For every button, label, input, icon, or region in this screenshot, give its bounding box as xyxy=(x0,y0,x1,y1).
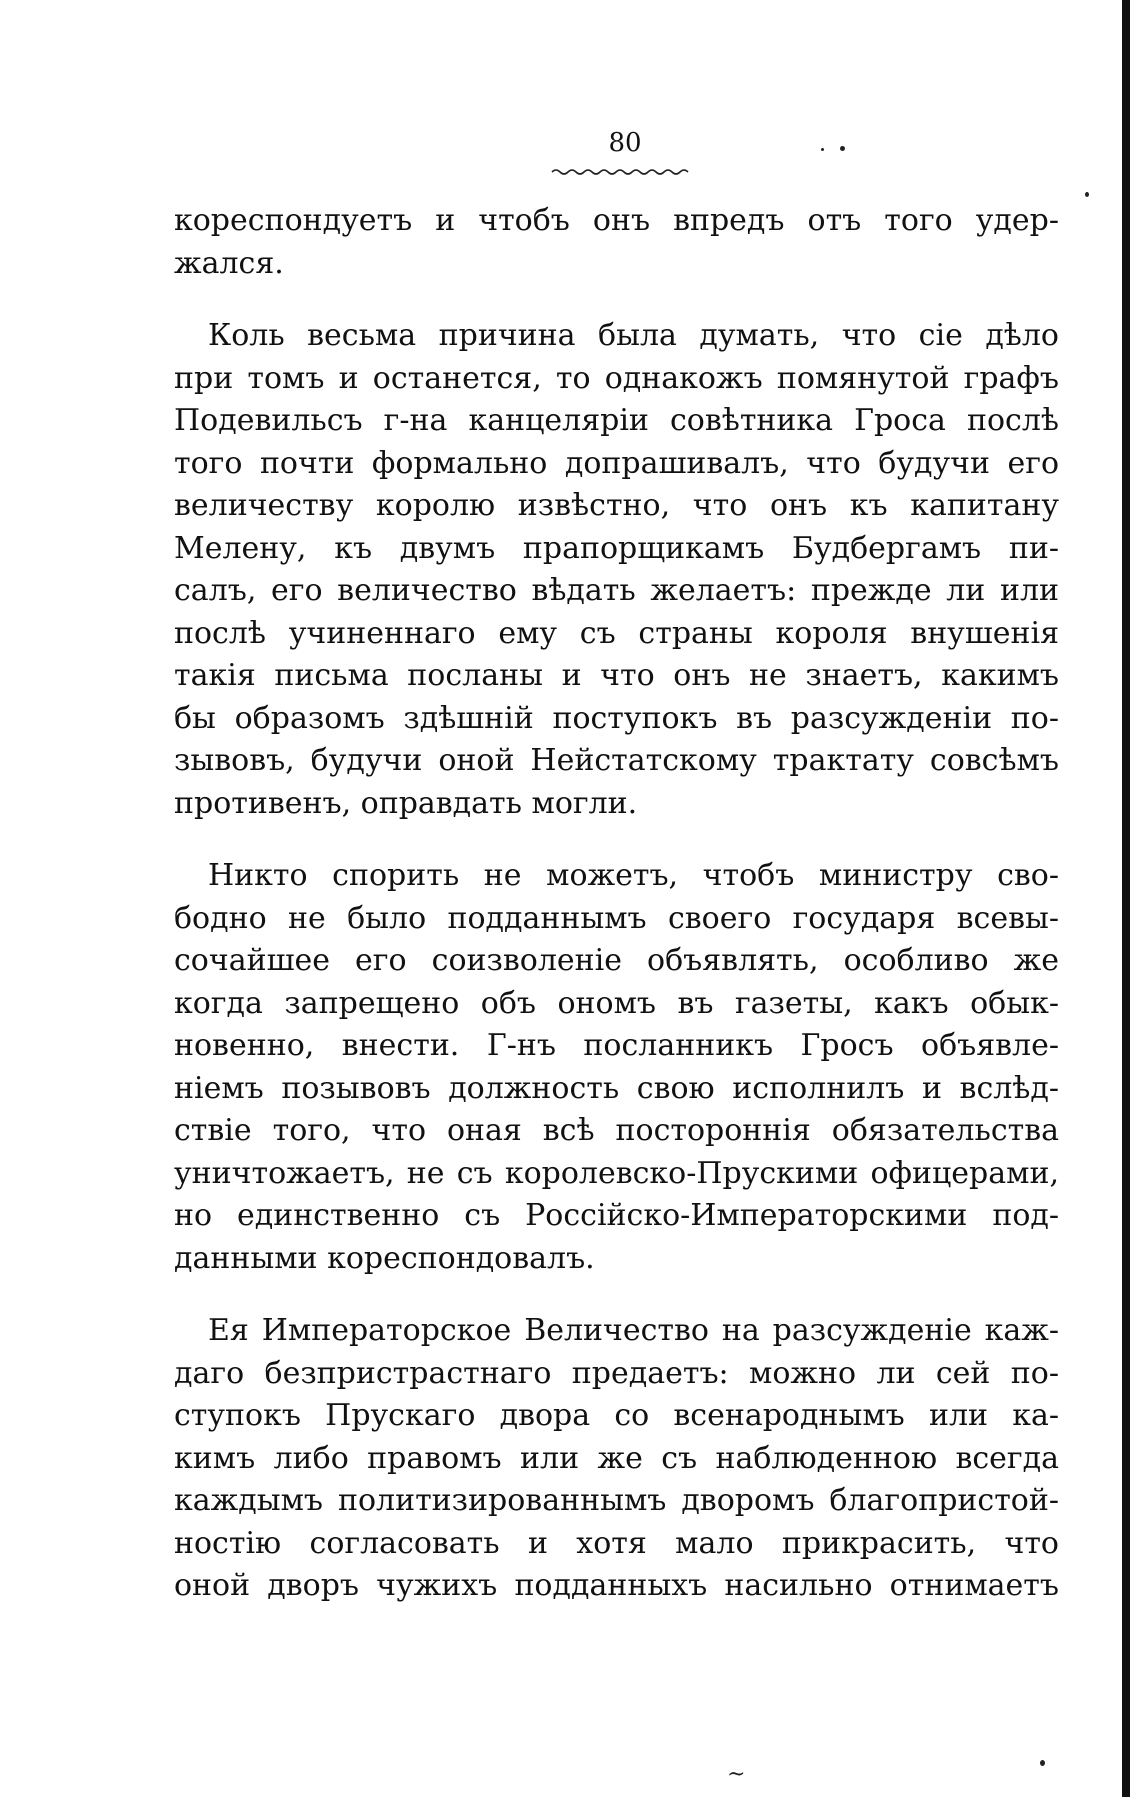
text-line: жался. xyxy=(174,245,284,281)
page-number: 80 xyxy=(608,128,642,158)
wavy-rule-ornament xyxy=(550,166,690,178)
text-line: ностію согласовать и хотя мало прикрасить, что xyxy=(174,1525,1059,1561)
text-line: кимъ либо правомъ или же съ наблюденною всегда xyxy=(174,1440,1059,1476)
text-line: того почти формально допрашивалъ, что будучи его xyxy=(174,445,1059,481)
text-line: ступокъ Прускаго двора со всенароднымъ или ка- xyxy=(174,1398,1059,1433)
text-line: при томъ и останется, то однакожъ помянутой графъ xyxy=(174,360,1059,396)
text-line: новенно, внести. Г-нъ посланникъ Гросъ объявле- xyxy=(174,1028,1059,1063)
body-text xyxy=(174,200,1059,1638)
page-edge-shadow xyxy=(1122,0,1130,1797)
paragraph-1 xyxy=(174,200,1059,285)
ink-mark: ~ xyxy=(727,1762,746,1787)
paragraph-4 xyxy=(174,1310,1059,1608)
text-line: каждымъ политизированнымъ дворомъ благопристой- xyxy=(174,1483,1059,1518)
text-line: Мелену, къ двумъ прапорщикамъ Будбергамъ пи- xyxy=(174,530,1059,566)
text-line: но единственно съ Россійско-Императорскими под- xyxy=(174,1198,1059,1233)
text-line: Подевильсъ г-на канцеляріи совѣтника Гроса послѣ xyxy=(174,403,1059,438)
text-line: бодно не было подданнымъ своего государя всевы- xyxy=(174,900,1059,936)
text-line: сочайшее его соизволеніе объявлять, особливо же xyxy=(174,943,1059,978)
text-line: зывовъ, будучи оной Нейстатскому трактату совсѣмъ xyxy=(174,743,1059,778)
ink-speck xyxy=(1040,1760,1045,1766)
text-line: когда запрещено объ ономъ въ газеты, какъ обык- xyxy=(174,985,1059,1021)
text-line: ствіе того, что оная всѣ постороннія обязательства xyxy=(174,1113,1059,1148)
text-line: ніемъ позывовъ должность свою исполнилъ и вслѣд- xyxy=(174,1070,1059,1106)
text-line: уничтожаетъ, не съ королевско-Прускими офицерами, xyxy=(174,1155,1059,1191)
ink-speck xyxy=(840,146,845,151)
text-line: Никто спорить не можетъ, чтобъ министру сво- xyxy=(208,858,1059,893)
ink-speck xyxy=(1085,192,1089,197)
text-line: даго безпристрастнаго предаетъ: можно ли сей по- xyxy=(174,1355,1059,1391)
text-line: Коль весьма причина была думать, что сіе дѣло xyxy=(208,318,1059,353)
text-line: кореспондуетъ и чтобъ онъ впредъ отъ того удер- xyxy=(174,203,1059,238)
text-line: Ея Императорское Величество на разсужденіе каж- xyxy=(208,1313,1059,1348)
text-line: салъ, его величество вѣдать желаетъ: прежде ли или xyxy=(174,573,1059,608)
text-line: такія письма посланы и что онъ не знаетъ, какимъ xyxy=(174,658,1059,693)
text-line: оной дворъ чужихъ подданныхъ насильно отнимаетъ xyxy=(174,1568,1059,1603)
ink-speck xyxy=(821,148,824,151)
text-line: величеству королю извѣстно, что онъ къ капитану xyxy=(174,488,1059,523)
text-line: бы образомъ здѣшній поступокъ въ разсужденіи по- xyxy=(174,700,1059,736)
paragraph-3 xyxy=(174,855,1059,1280)
text-line: противенъ, оправдать могли. xyxy=(174,785,638,821)
text-line: данными кореспондовалъ. xyxy=(174,1240,595,1276)
paragraph-2 xyxy=(174,315,1059,825)
text-line: послѣ учиненнаго ему съ страны короля внушенія xyxy=(174,615,1059,651)
